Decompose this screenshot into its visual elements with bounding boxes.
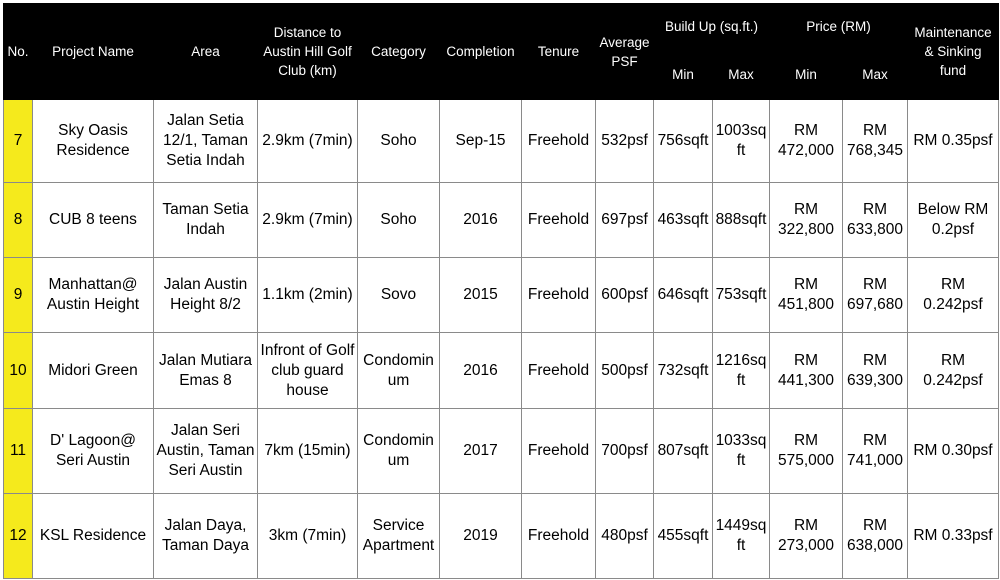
price-max-cell: RM 639,300 [843, 333, 908, 409]
project-name-cell: KSL Residence [33, 494, 154, 579]
price-max-cell: RM 633,800 [843, 183, 908, 258]
row-number: 12 [4, 494, 33, 579]
completion-cell: Sep-15 [440, 100, 522, 183]
maintenance-cell: RM 0.242psf [908, 333, 999, 409]
build-max-cell: 753sqft [713, 258, 770, 333]
price-min-cell: RM 322,800 [770, 183, 843, 258]
maintenance-cell: RM 0.33psf [908, 494, 999, 579]
header-maintenance: Maintenance & Sinking fund [908, 4, 999, 100]
category-cell: Condominum [358, 333, 440, 409]
header-build-min: Min [654, 50, 713, 100]
distance-cell: 1.1km (2min) [258, 258, 358, 333]
row-number: 11 [4, 409, 33, 494]
psf-cell: 532psf [596, 100, 654, 183]
price-min-cell: RM 273,000 [770, 494, 843, 579]
price-min-cell: RM 575,000 [770, 409, 843, 494]
header-price: Price (RM) [770, 4, 908, 50]
property-comparison-table [3, 3, 999, 579]
distance-cell: Infront of Golf club guard house [258, 333, 358, 409]
area-cell: Jalan Austin Height 8/2 [154, 258, 258, 333]
build-max-cell: 1033sqft [713, 409, 770, 494]
tenure-cell: Freehold [522, 258, 596, 333]
header-build-max: Max [713, 50, 770, 100]
project-name-cell: CUB 8 teens [33, 183, 154, 258]
table-row [4, 333, 999, 409]
row-number: 9 [4, 258, 33, 333]
row-number: 10 [4, 333, 33, 409]
maintenance-cell: RM 0.35psf [908, 100, 999, 183]
build-min-cell: 455sqft [654, 494, 713, 579]
build-min-cell: 807sqft [654, 409, 713, 494]
tenure-cell: Freehold [522, 409, 596, 494]
build-min-cell: 463sqft [654, 183, 713, 258]
price-max-cell: RM 741,000 [843, 409, 908, 494]
area-cell: Taman Setia Indah [154, 183, 258, 258]
header-price-min: Min [770, 50, 843, 100]
build-min-cell: 646sqft [654, 258, 713, 333]
area-cell: Jalan Seri Austin, Taman Seri Austin [154, 409, 258, 494]
category-cell: Soho [358, 183, 440, 258]
table-row [4, 409, 999, 494]
project-name-cell: Midori Green [33, 333, 154, 409]
build-max-cell: 1449sqft [713, 494, 770, 579]
completion-cell: 2016 [440, 183, 522, 258]
psf-cell: 480psf [596, 494, 654, 579]
header-category: Category [358, 4, 440, 100]
category-cell: Soho [358, 100, 440, 183]
row-number: 7 [4, 100, 33, 183]
maintenance-cell: RM 0.242psf [908, 258, 999, 333]
header-project-name: Project Name [33, 4, 154, 100]
maintenance-cell: RM 0.30psf [908, 409, 999, 494]
table-body [4, 100, 999, 579]
build-min-cell: 756sqft [654, 100, 713, 183]
tenure-cell: Freehold [522, 100, 596, 183]
header-tenure: Tenure [522, 4, 596, 100]
header-no: No. [4, 4, 33, 100]
table-header [4, 4, 999, 100]
distance-cell: 3km (7min) [258, 494, 358, 579]
completion-cell: 2016 [440, 333, 522, 409]
maintenance-cell: Below RM 0.2psf [908, 183, 999, 258]
category-cell: Sovo [358, 258, 440, 333]
build-max-cell: 1003sqft [713, 100, 770, 183]
completion-cell: 2019 [440, 494, 522, 579]
area-cell: Jalan Setia 12/1, Taman Setia Indah [154, 100, 258, 183]
project-name-cell: Sky Oasis Residence [33, 100, 154, 183]
project-name-cell: D' Lagoon@ Seri Austin [33, 409, 154, 494]
price-min-cell: RM 441,300 [770, 333, 843, 409]
category-cell: Service Apartment [358, 494, 440, 579]
tenure-cell: Freehold [522, 333, 596, 409]
completion-cell: 2017 [440, 409, 522, 494]
project-name-cell: Manhattan@ Austin Height [33, 258, 154, 333]
area-cell: Jalan Mutiara Emas 8 [154, 333, 258, 409]
distance-cell: 7km (15min) [258, 409, 358, 494]
header-area: Area [154, 4, 258, 100]
build-min-cell: 732sqft [654, 333, 713, 409]
area-cell: Jalan Daya, Taman Daya [154, 494, 258, 579]
psf-cell: 500psf [596, 333, 654, 409]
distance-cell: 2.9km (7min) [258, 183, 358, 258]
header-price-max: Max [843, 50, 908, 100]
price-max-cell: RM 768,345 [843, 100, 908, 183]
psf-cell: 700psf [596, 409, 654, 494]
price-max-cell: RM 697,680 [843, 258, 908, 333]
header-distance: Distance to Austin Hill Golf Club (km) [258, 4, 358, 100]
distance-cell: 2.9km (7min) [258, 100, 358, 183]
build-max-cell: 1216sqft [713, 333, 770, 409]
psf-cell: 697psf [596, 183, 654, 258]
table-row [4, 183, 999, 258]
table-row [4, 258, 999, 333]
header-build-up: Build Up (sq.ft.) [654, 4, 770, 50]
category-cell: Condominum [358, 409, 440, 494]
header-average-psf: Average PSF [596, 4, 654, 100]
psf-cell: 600psf [596, 258, 654, 333]
build-max-cell: 888sqft [713, 183, 770, 258]
price-min-cell: RM 472,000 [770, 100, 843, 183]
tenure-cell: Freehold [522, 494, 596, 579]
table-row [4, 100, 999, 183]
completion-cell: 2015 [440, 258, 522, 333]
price-max-cell: RM 638,000 [843, 494, 908, 579]
price-min-cell: RM 451,800 [770, 258, 843, 333]
header-completion: Completion [440, 4, 522, 100]
row-number: 8 [4, 183, 33, 258]
tenure-cell: Freehold [522, 183, 596, 258]
table-row [4, 494, 999, 579]
